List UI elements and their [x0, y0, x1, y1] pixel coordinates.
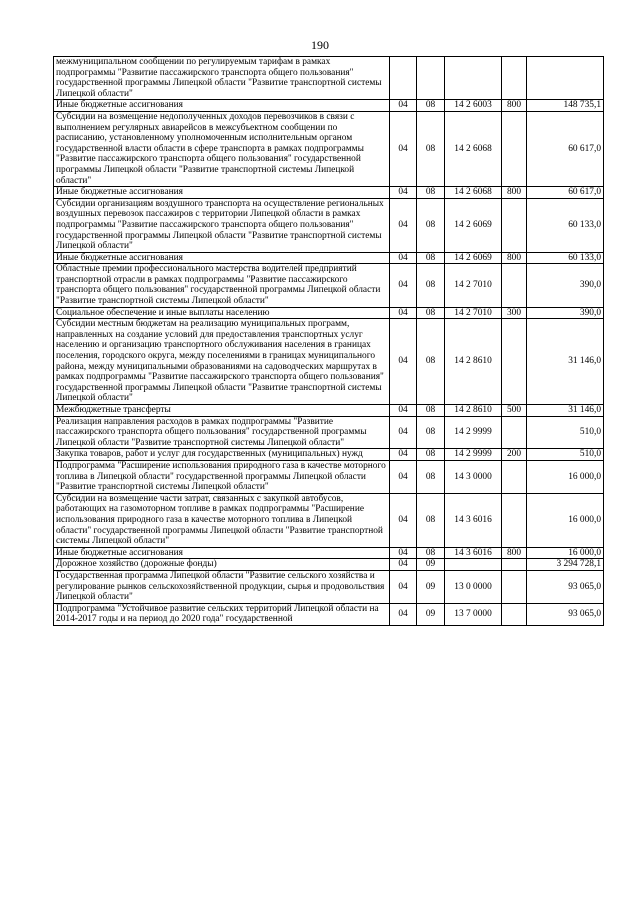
section-code-cell: 04 — [390, 547, 417, 559]
section-code-cell: 04 — [390, 307, 417, 319]
target-article-cell: 14 3 6016 — [445, 547, 502, 559]
expense-type-cell — [502, 198, 527, 252]
amount-cell: 148 735,1 — [527, 100, 604, 112]
page-number: 190 — [311, 38, 329, 52]
subsection-code-cell: 08 — [417, 264, 445, 307]
expense-name-cell: Субсидии местным бюджетам на реализацию муниципальных программ, направленных на создание условий для предоставления транспортных услуг населению и организацию транспортного обслуживания населения в границах поселения, городского округа, между поселениями в границах муниципального района, между муниципальными образованиями на садоводческих маршрутах в рамках подпрограммы "Развитие пассажирского транспорта общего пользования" государственной программы Липецкой области "Развитие транспортной системы Липецкой области" — [54, 319, 390, 405]
expense-name-cell: Межбюджетные трансферты — [54, 405, 390, 417]
section-code-cell: 04 — [390, 603, 417, 625]
subsection-code-cell: 08 — [417, 307, 445, 319]
expense-name-cell: Реализация направления расходов в рамках подпрограммы "Развитие пассажирского транспорта общего пользования" государственной программы Липецкой области "Развитие транспортной системы Липецкой области" — [54, 416, 390, 449]
expense-type-cell — [502, 559, 527, 571]
expense-name-cell: Иные бюджетные ассигнования — [54, 100, 390, 112]
target-article-cell: 14 3 6016 — [445, 493, 502, 547]
section-code-cell: 04 — [390, 559, 417, 571]
table-row — [54, 252, 604, 264]
table-row — [54, 559, 604, 571]
expense-name-cell: Иные бюджетные ассигнования — [54, 252, 390, 264]
target-article-cell: 14 2 7010 — [445, 264, 502, 307]
table-row — [54, 198, 604, 252]
section-code-cell: 04 — [390, 100, 417, 112]
amount-cell: 60 133,0 — [527, 198, 604, 252]
table-row — [54, 570, 604, 603]
subsection-code-cell: 08 — [417, 405, 445, 417]
amount-cell: 16 000,0 — [527, 460, 604, 493]
target-article-cell: 14 2 7010 — [445, 307, 502, 319]
target-article-cell — [445, 559, 502, 571]
expense-type-cell: 200 — [502, 449, 527, 461]
target-article-cell: 14 2 9999 — [445, 416, 502, 449]
table-row — [54, 111, 604, 186]
budget-table-body — [54, 57, 604, 626]
subsection-code-cell: 09 — [417, 559, 445, 571]
expense-type-cell: 500 — [502, 405, 527, 417]
expense-name-cell: Иные бюджетные ассигнования — [54, 187, 390, 199]
table-row — [54, 603, 604, 625]
target-article-cell: 14 2 9999 — [445, 449, 502, 461]
target-article-cell: 14 2 6068 — [445, 111, 502, 186]
target-article-cell: 14 3 0000 — [445, 460, 502, 493]
table-row — [54, 547, 604, 559]
subsection-code-cell: 08 — [417, 187, 445, 199]
target-article-cell: 14 2 6068 — [445, 187, 502, 199]
budget-table — [53, 56, 604, 626]
subsection-code-cell: 08 — [417, 493, 445, 547]
target-article-cell: 14 2 6003 — [445, 100, 502, 112]
expense-name-cell: Социальное обеспечение и иные выплаты населению — [54, 307, 390, 319]
target-article-cell — [445, 57, 502, 100]
subsection-code-cell: 08 — [417, 547, 445, 559]
amount-cell: 60 133,0 — [527, 252, 604, 264]
expense-type-cell — [502, 416, 527, 449]
expense-name-cell: Подпрограмма "Устойчивое развитие сельских территорий Липецкой области на 2014-2017 годы и на период до 2020 года" государственной — [54, 603, 390, 625]
expense-name-cell: Подпрограмма "Расширение использования природного газа в качестве моторного топлива в Липецкой области" государственной программы Липецкой области "Развитие транспортной системы Липецкой области" — [54, 460, 390, 493]
amount-cell: 510,0 — [527, 416, 604, 449]
section-code-cell: 04 — [390, 319, 417, 405]
expense-type-cell — [502, 319, 527, 405]
amount-cell — [527, 57, 604, 100]
expense-type-cell: 800 — [502, 252, 527, 264]
subsection-code-cell: 08 — [417, 319, 445, 405]
expense-name-cell: Закупка товаров, работ и услуг для государственных (муниципальных) нужд — [54, 449, 390, 461]
expense-type-cell — [502, 111, 527, 186]
amount-cell: 510,0 — [527, 449, 604, 461]
subsection-code-cell: 08 — [417, 416, 445, 449]
amount-cell: 93 065,0 — [527, 570, 604, 603]
expense-type-cell — [502, 603, 527, 625]
expense-name-cell: Субсидии на возмещение части затрат, связанных с закупкой автобусов, работающих на газомоторном топливе в рамках подпрограммы "Расширение использования природного газа в качестве моторного топлива в Липецкой области" государственной программы Липецкой области "Развитие транспортной системы Липецкой области" — [54, 493, 390, 547]
expense-name-cell: межмуниципальном сообщении по регулируемым тарифам в рамках подпрограммы "Развитие пассажирского транспорта общего пользования" государственной программы Липецкой области "Развитие транспортной системы Липецкой области" — [54, 57, 390, 100]
target-article-cell: 13 7 0000 — [445, 603, 502, 625]
expense-type-cell: 300 — [502, 307, 527, 319]
table-row — [54, 416, 604, 449]
amount-cell: 93 065,0 — [527, 603, 604, 625]
subsection-code-cell: 08 — [417, 111, 445, 186]
section-code-cell: 04 — [390, 493, 417, 547]
table-row — [54, 264, 604, 307]
subsection-code-cell: 08 — [417, 252, 445, 264]
table-row — [54, 319, 604, 405]
expense-name-cell: Иные бюджетные ассигнования — [54, 547, 390, 559]
subsection-code-cell — [417, 57, 445, 100]
amount-cell: 16 000,0 — [527, 493, 604, 547]
expense-name-cell: Субсидии организациям воздушного транспорта на осуществление региональных воздушных перевозок пассажиров с территории Липецкой области в рамках подпрограммы "Развитие пассажирского транспорта общего пользования" государственной программы Липецкой области "Развитие транспортной системы Липецкой области" — [54, 198, 390, 252]
table-row — [54, 460, 604, 493]
expense-type-cell: 800 — [502, 100, 527, 112]
expense-name-cell: Государственная программа Липецкой области "Развитие сельского хозяйства и регулирование рынков сельскохозяйственной продукции, сырья и продовольствия Липецкой области" — [54, 570, 390, 603]
section-code-cell: 04 — [390, 570, 417, 603]
section-code-cell: 04 — [390, 111, 417, 186]
table-row — [54, 449, 604, 461]
expense-type-cell: 800 — [502, 547, 527, 559]
section-code-cell: 04 — [390, 460, 417, 493]
table-row — [54, 307, 604, 319]
section-code-cell: 04 — [390, 416, 417, 449]
section-code-cell: 04 — [390, 405, 417, 417]
subsection-code-cell: 09 — [417, 603, 445, 625]
expense-type-cell: 800 — [502, 187, 527, 199]
section-code-cell: 04 — [390, 449, 417, 461]
target-article-cell: 14 2 6069 — [445, 252, 502, 264]
subsection-code-cell: 08 — [417, 198, 445, 252]
amount-cell: 60 617,0 — [527, 187, 604, 199]
amount-cell: 16 000,0 — [527, 547, 604, 559]
expense-name-cell: Субсидии на возмещение недополученных доходов перевозчиков в связи с выполнением регулярных авиарейсов в межсубъектном сообщении по расписанию, установленному уполномоченным исполнительным органом государственной власти области в сфере транспорта в рамках подпрограммы "Развитие пассажирского транспорта общего пользования" государственной программы Липецкой области "Развитие транспортной системы Липецкой области" — [54, 111, 390, 186]
amount-cell: 3 294 728,1 — [527, 559, 604, 571]
target-article-cell: 14 2 8610 — [445, 405, 502, 417]
expense-name-cell: Дорожное хозяйство (дорожные фонды) — [54, 559, 390, 571]
amount-cell: 31 146,0 — [527, 319, 604, 405]
section-code-cell: 04 — [390, 198, 417, 252]
subsection-code-cell: 09 — [417, 570, 445, 603]
table-row — [54, 187, 604, 199]
table-row — [54, 57, 604, 100]
table-row — [54, 405, 604, 417]
table-row — [54, 100, 604, 112]
section-code-cell: 04 — [390, 264, 417, 307]
subsection-code-cell: 08 — [417, 100, 445, 112]
table-row — [54, 493, 604, 547]
target-article-cell: 14 2 6069 — [445, 198, 502, 252]
amount-cell: 390,0 — [527, 264, 604, 307]
section-code-cell: 04 — [390, 187, 417, 199]
expense-type-cell — [502, 570, 527, 603]
expense-type-cell — [502, 493, 527, 547]
expense-type-cell — [502, 460, 527, 493]
section-code-cell — [390, 57, 417, 100]
target-article-cell: 14 2 8610 — [445, 319, 502, 405]
target-article-cell: 13 0 0000 — [445, 570, 502, 603]
amount-cell: 31 146,0 — [527, 405, 604, 417]
subsection-code-cell: 08 — [417, 460, 445, 493]
subsection-code-cell: 08 — [417, 449, 445, 461]
expense-type-cell — [502, 57, 527, 100]
amount-cell: 390,0 — [527, 307, 604, 319]
expense-type-cell — [502, 264, 527, 307]
section-code-cell: 04 — [390, 252, 417, 264]
expense-name-cell: Областные премии профессионального мастерства водителей предприятий транспортной отрасли в рамках подпрограммы "Развитие пассажирского транспорта общего пользования" государственной программы Липецкой области "Развитие транспортной системы Липецкой области" — [54, 264, 390, 307]
amount-cell: 60 617,0 — [527, 111, 604, 186]
